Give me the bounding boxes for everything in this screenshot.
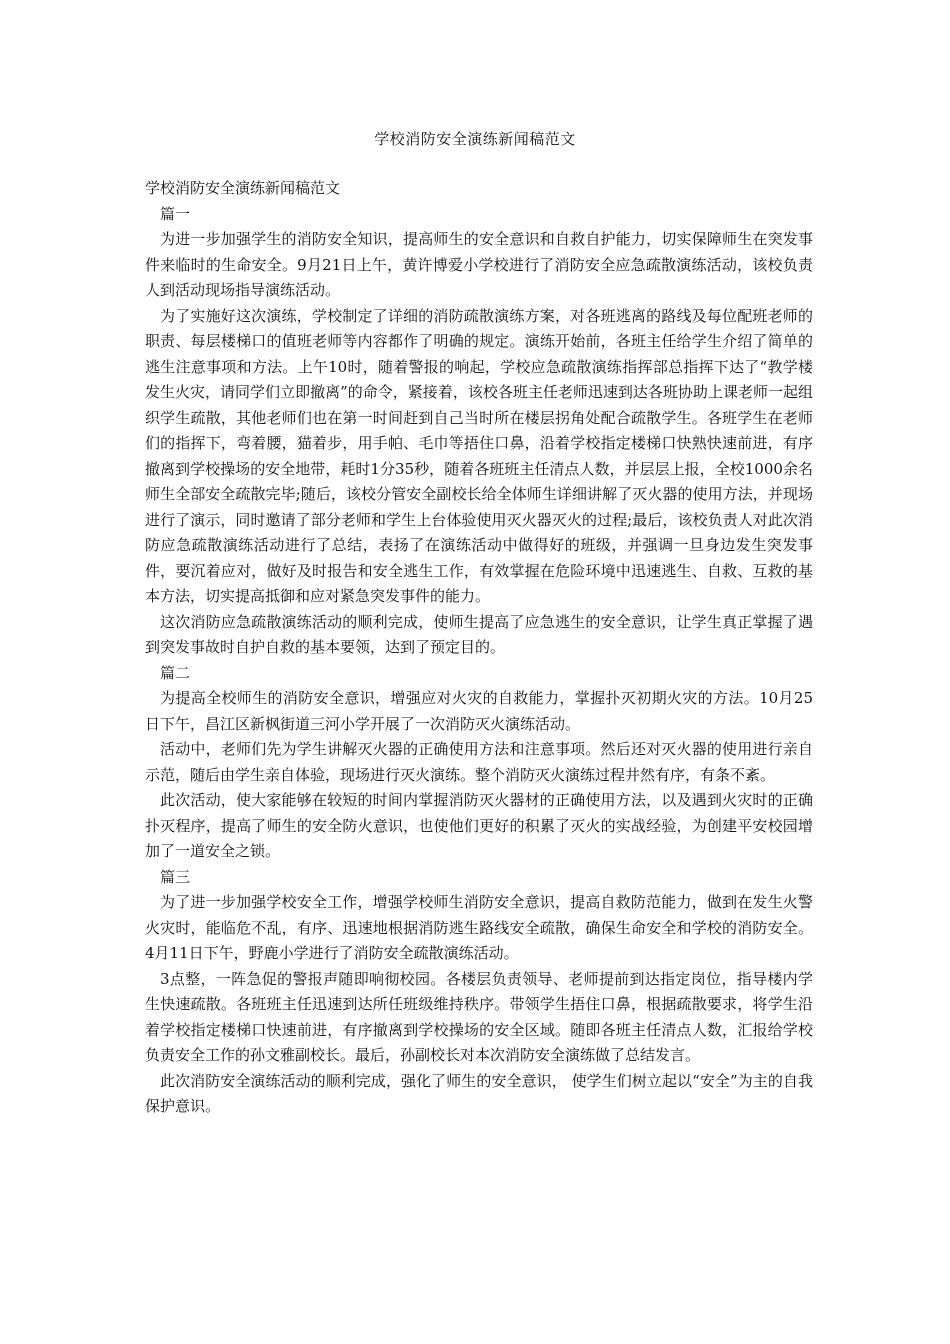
section-3-paragraph-2: 3点整，一阵急促的警报声随即响彻校园。各楼层负责领导、老师提前到达指定岗位，指导楼内学生快速疏散。各班班主任迅速到达所任班级维持秩序。带领学生捂住口鼻，根据疏散要求，将学生沿着学校指定楼梯口快速前进，有序撤离到学校操场的安全区域。随即各班主任清点人数，汇报给学校负责安全工作的孙文雅副校长。最后，孙副校长对本次消防安全演练做了总结发言。 [145, 969, 813, 1064]
section-label-3: 篇三 [160, 867, 191, 886]
section-1-paragraph-1: 为进一步加强学生的消防安全知识，提高师生的安全意识和自救自护能力，切实保障师生在突发事件来临时的生命安全。9月21日上午，黄许博爱小学校进行了消防安全应急疏散演练活动，该校负责人到活动现场指导演练活动。 [145, 230, 813, 299]
section-3-paragraph-3: 此次消防安全演练活动的顺利完成，强化了师生的安全意识， 使学生们树立起以“安全”为主的自我保护意识。 [145, 1071, 813, 1115]
document-title: 学校消防安全演练新闻稿范文 [374, 130, 576, 148]
section-1-paragraph-3: 这次消防应急疏散演练活动的顺利完成，使师生提高了应急逃生的安全意识，让学生真正掌握了遇到突发事故时自护自救的基本要领，达到了预定目的。 [145, 612, 813, 656]
document-body [145, 176, 813, 1120]
section-3-paragraph-1: 为了进一步加强学校安全工作，增强学校师生消防安全意识，提高自救防范能力，做到在发生火警火灾时，能临危不乱，有序、迅速地根据消防逃生路线安全疏散，确保生命安全和学校的消防安全。4月11日下午，野鹿小学进行了消防安全疏散演练活动。 [145, 893, 813, 962]
section-2-paragraph-2: 活动中，老师们先为学生讲解灭火器的正确使用方法和注意事项。然后还对灭火器的使用进行亲自示范，随后由学生亲自体验，现场进行灭火演练。整个消防灭火演练过程井然有序，有条不紊。 [145, 740, 813, 784]
section-1-paragraph-2: 为了实施好这次演练，学校制定了详细的消防疏散演练方案，对各班逃离的路线及每位配班老师的职责、每层楼梯口的值班老师等内容都作了明确的规定。演练开始前，各班主任给学生介绍了简单的逃生注意事项和方法。上午10时，随着警报的响起，学校应急疏散演练指挥部总指挥下达了“教学楼发生火灾，请同学们立即撤离”的命令，紧接着，该校各班主任老师迅速到达各班协助上课老师一起组织学生疏散，其他老师们也在第一时间赶到自己当时所在楼层拐角处配合疏散学生。各班学生在老师们的指挥下，弯着腰，猫着步，用手帕、毛巾等捂住口鼻，沿着学校指定楼梯口快熟快速前进，有序撤离到学校操场的安全地带，耗时1分35秒，随着各班班主任清点人数，并层层上报，全校1000余名师生全部安全疏散完毕;随后，该校分管安全副校长给全体师生详细讲解了灭火器的使用方法，并现场进行了演示，同时邀请了部分老师和学生上台体验使用灭火器灭火的过程;最后，该校负责人对此次消防应急疏散演练活动进行了总结，表扬了在演练活动中做得好的班级，并强调一旦身边发生突发事件，要沉着应对，做好及时报告和安全逃生工作，有效掌握在危险环境中迅速逃生、自救、互救的基本方法，切实提高抵御和应对紧急突发事件的能力。 [145, 306, 813, 605]
article-heading: 学校消防安全演练新闻稿范文 [145, 179, 341, 197]
section-2-paragraph-1: 为提高全校师生的消防安全意识，增强应对火灾的自救能力，掌握扑灭初期火灾的方法。10月25日下午，昌江区新枫街道三河小学开展了一次消防灭火演练活动。 [145, 689, 813, 733]
section-label-2: 篇二 [160, 663, 191, 682]
section-2-paragraph-3: 此次活动，使大家能够在较短的时间内掌握消防灭火器材的正确使用方法，以及遇到火灾时的正确扑灭程序，提高了师生的安全防火意识，也使他们更好的积累了灭火的实战经验，为创建平安校园增加了一道安全之锁。 [145, 791, 813, 860]
section-label-1: 篇一 [160, 204, 191, 223]
